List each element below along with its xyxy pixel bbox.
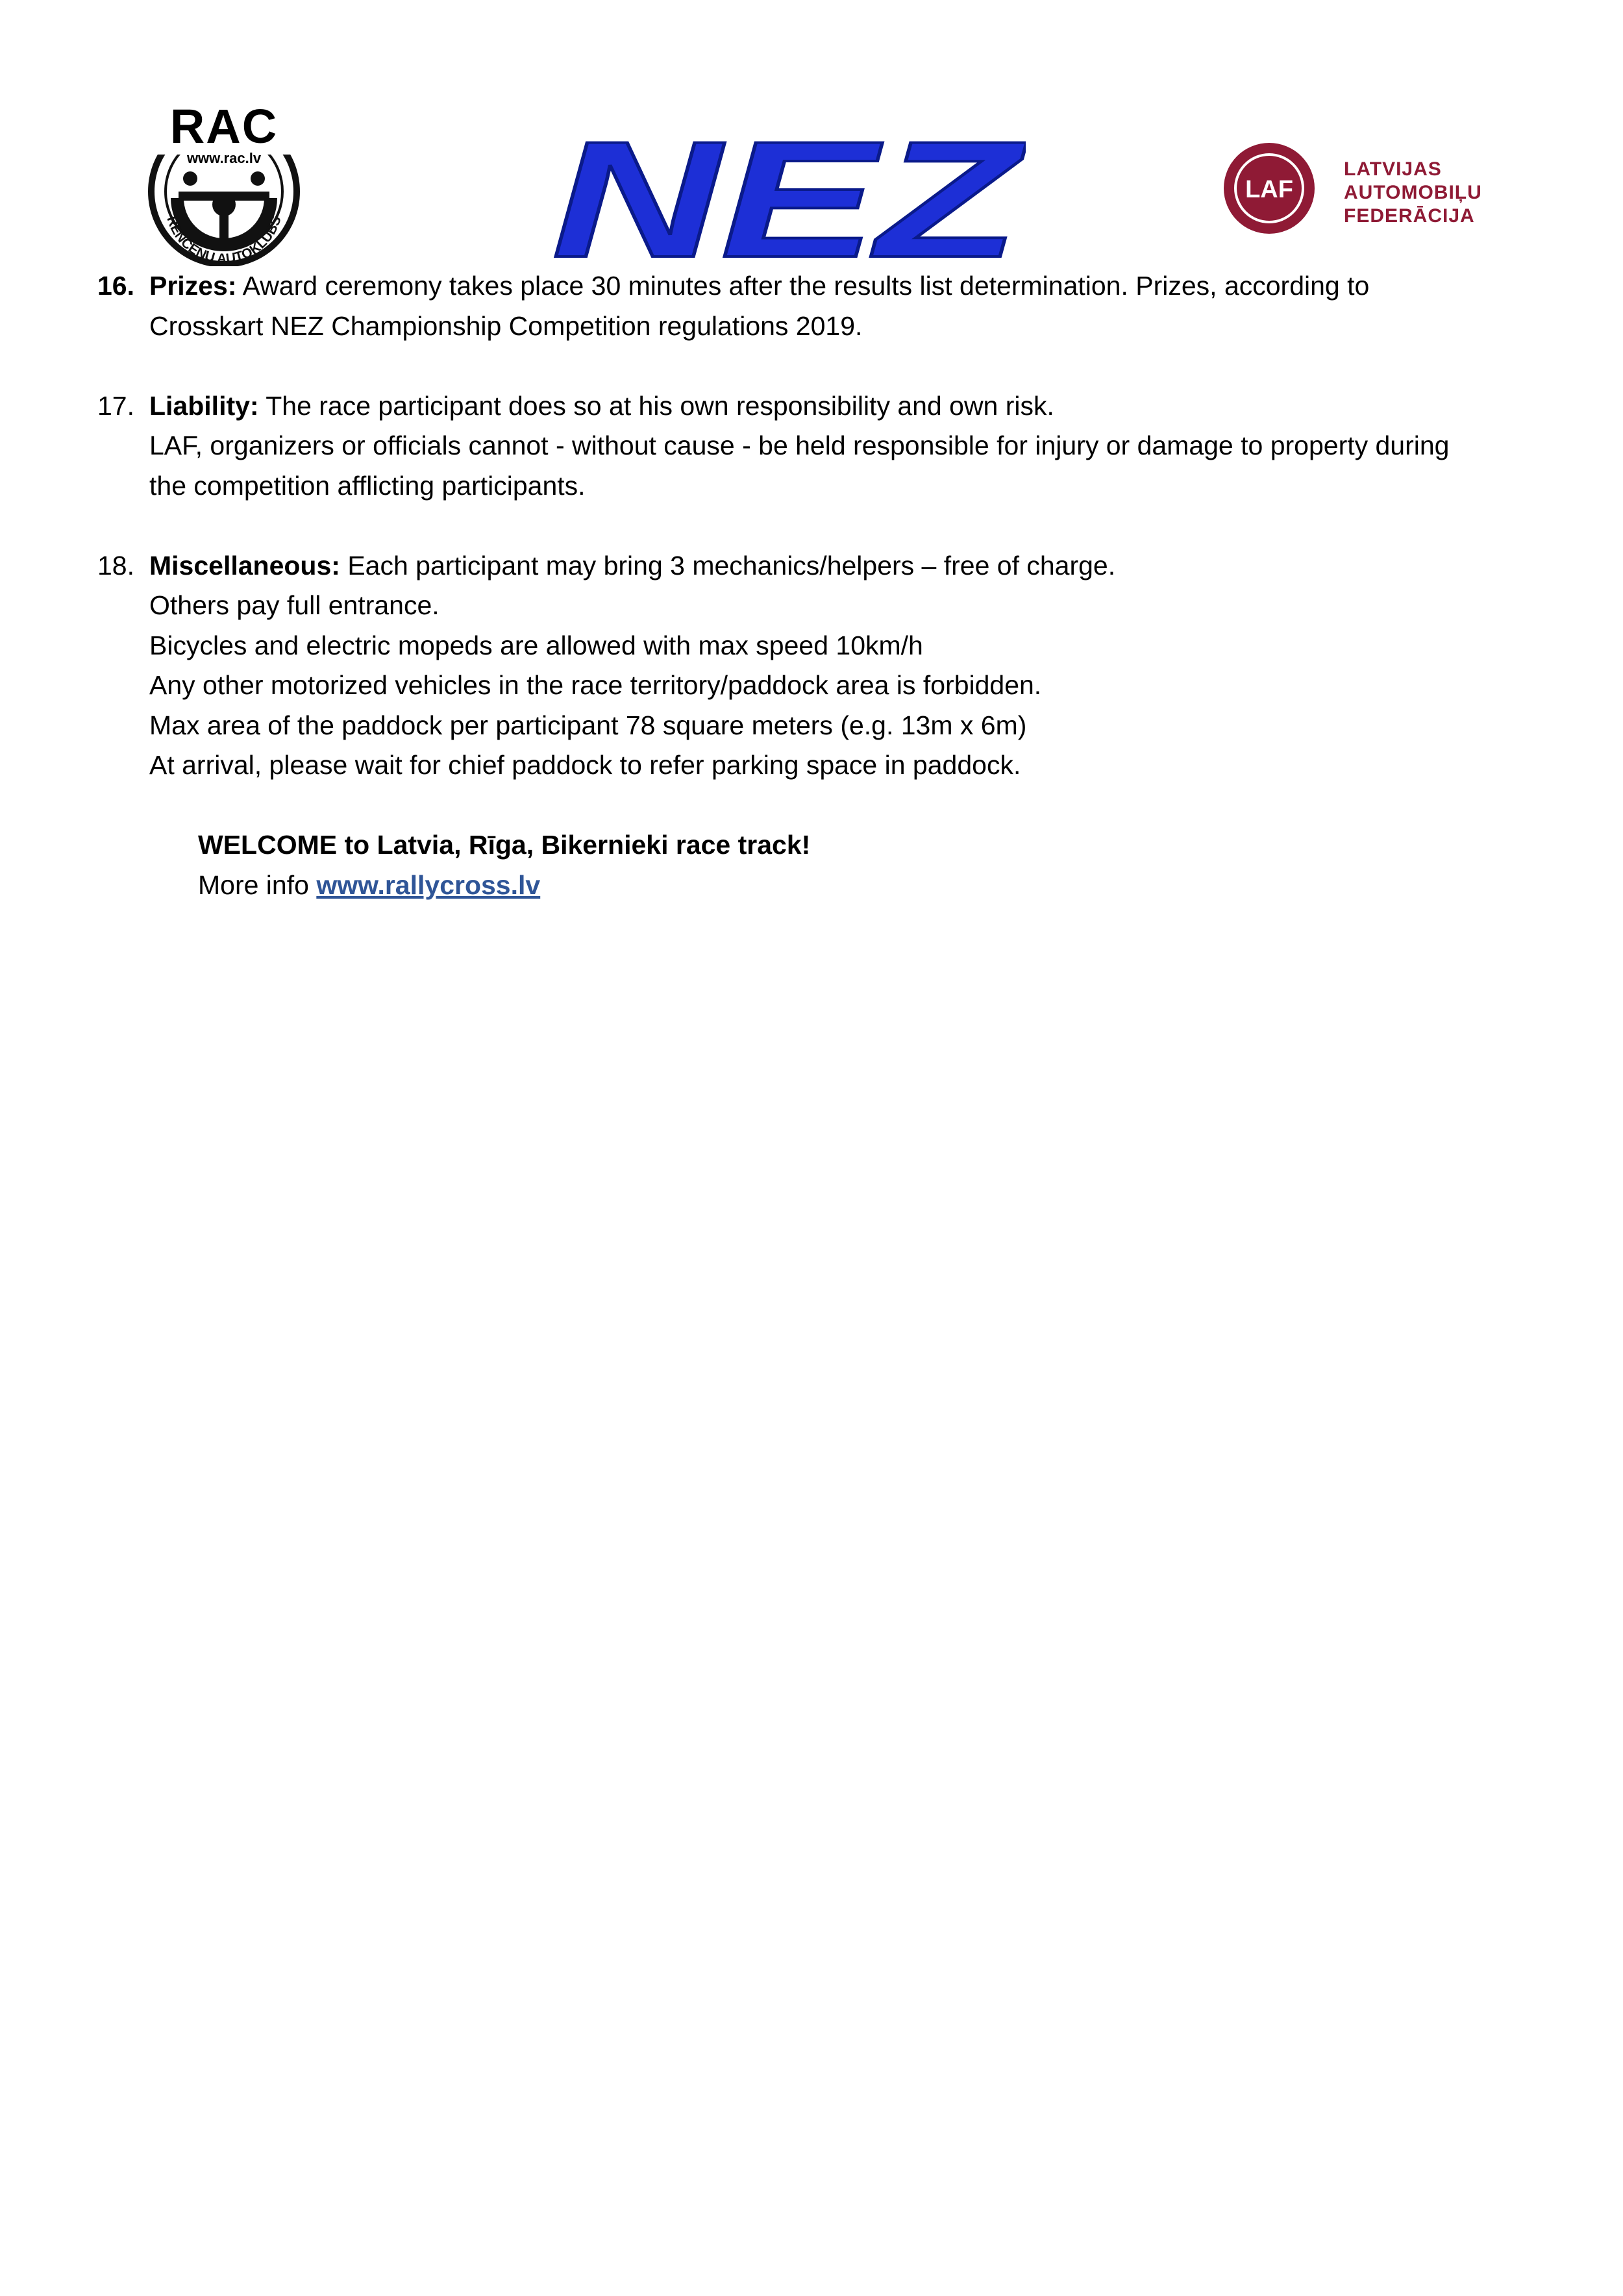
section-label: Liability: bbox=[149, 390, 259, 421]
section-number: 17. bbox=[97, 390, 134, 421]
svg-text:RENCĒNU AUTOKLUBS: RENCĒNU AUTOKLUBS bbox=[164, 214, 284, 266]
welcome-text: WELCOME to Latvia, Rīga, Bikernieki race track! bbox=[198, 830, 811, 860]
section-line: LAF, organizers or officials cannot - without cause - be held responsible for injury or damage to property during bbox=[149, 430, 1450, 460]
section-line: Any other motorized vehicles in the race territory/paddock area is forbidden. bbox=[149, 670, 1042, 700]
rac-logo-url: www.rac.lv bbox=[186, 150, 262, 166]
section-number: 18. bbox=[97, 550, 134, 580]
section-line: Max area of the paddock per participant 78 square meters (e.g. 13m x 6m) bbox=[149, 710, 1027, 740]
svg-text:NEZ: NEZ bbox=[552, 133, 1026, 266]
more-info-label: More info bbox=[198, 869, 317, 900]
rac-logo bbox=[140, 101, 308, 266]
rac-logo-text: RAC bbox=[169, 99, 279, 153]
section-line: Others pay full entrance. bbox=[149, 590, 440, 620]
section-number: 16. bbox=[97, 271, 134, 301]
section-text: Each participant may bring 3 mechanics/helpers – free of charge. bbox=[340, 550, 1116, 580]
section-label: Prizes: bbox=[149, 271, 237, 301]
section-text: The race participant does so at his own responsibility and own risk. bbox=[258, 390, 1054, 421]
laf-logo-text: LATVIJAS AUTOMOBIĻU FEDERĀCIJA bbox=[1344, 158, 1482, 227]
section-line: Crosskart NEZ Championship Competition regulations 2019. bbox=[149, 310, 863, 341]
document-body bbox=[97, 266, 1539, 905]
section-line: Bicycles and electric mopeds are allowed with max speed 10km/h bbox=[149, 630, 923, 660]
laf-logo bbox=[1220, 140, 1526, 243]
section-liability bbox=[97, 386, 1539, 506]
section-line: the competition afflicting participants. bbox=[149, 470, 586, 501]
section-text: Award ceremony takes place 30 minutes after the results list determination. Prizes, according to bbox=[236, 271, 1370, 301]
svg-text:LAF: LAF bbox=[1245, 176, 1293, 203]
section-prizes bbox=[97, 266, 1539, 346]
section-miscellaneous bbox=[97, 546, 1539, 786]
section-label: Miscellaneous: bbox=[149, 550, 340, 580]
closing-block bbox=[97, 825, 1539, 905]
section-line: At arrival, please wait for chief paddock to refer parking space in paddock. bbox=[149, 750, 1021, 780]
nez-logo bbox=[545, 133, 1026, 266]
rallycross-link[interactable]: www.rallycross.lv bbox=[316, 869, 541, 900]
